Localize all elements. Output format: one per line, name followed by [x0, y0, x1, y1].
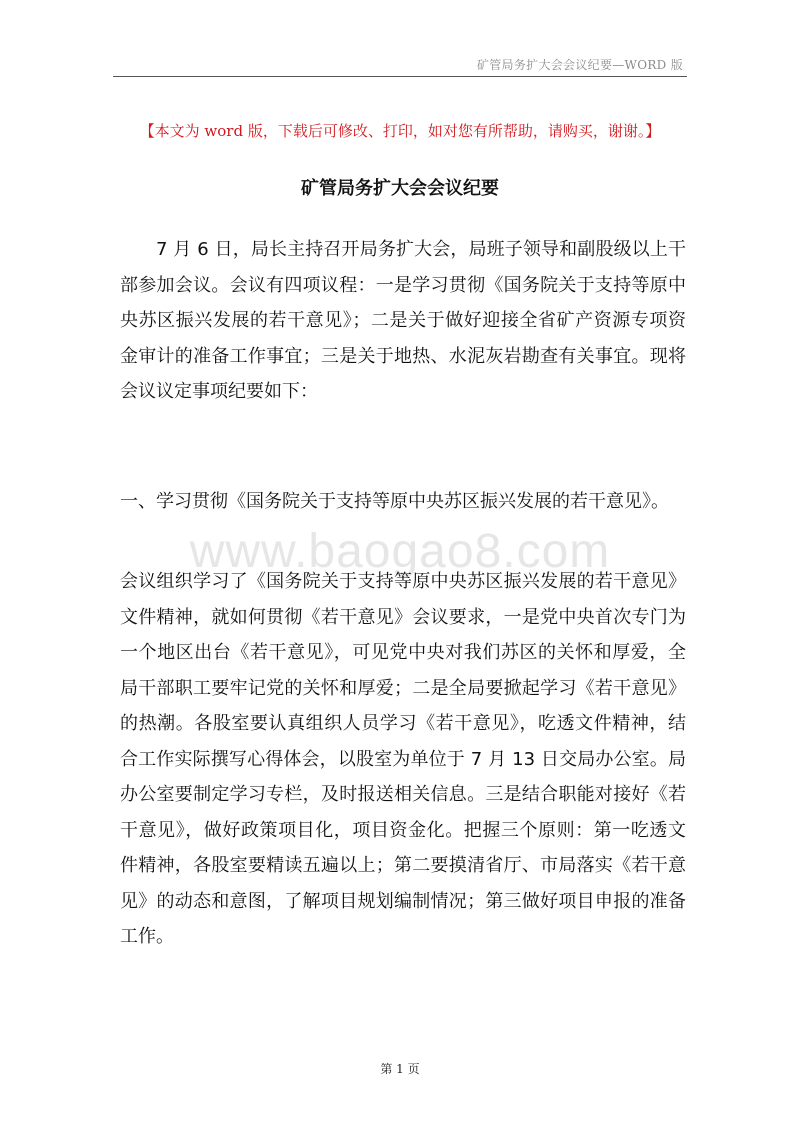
- document-title: 矿管局务扩大会会议纪要: [301, 178, 499, 199]
- intro-paragraph: 7 月 6 日，局长主持召开局务扩大会，局班子领导和副股级以上干部参加会议。会议有四项议程：一是学习贯彻《国务院关于支持等原中央苏区振兴发展的若干意见》；二是关于做好迎接全省矿产资源专项资金审计的准备工作事宜；三是关于地热、水泥灰岩勘查有关事宜。现将会议议定事项纪要如下：: [120, 239, 686, 402]
- watermark: www.baogao8.com: [189, 525, 611, 578]
- running-header: 矿管局务扩大会会议纪要—WORD 版: [476, 58, 683, 72]
- purchase-notice: 【本文为 word 版，下载后可修改、打印，如对您有所帮助，请购买，谢谢。】: [139, 122, 661, 140]
- page-number: 第 1 页: [380, 1062, 420, 1076]
- header-divider: [113, 76, 687, 77]
- body-paragraph: 会议组织学习了《国务院关于支持等原中央苏区振兴发展的若干意见》文件精神，就如何贯彻《若干意见》会议要求，一是党中央首次专门为一个地区出台《若干意见》，可见党中央对我们苏区的关怀和厚爱，全局干部职工要牢记党的关怀和厚爱；二是全局要掀起学习《若干意见》的热潮。各股室要认真组织人员学习《若干意见》，吃透文件精神，结合工作实际撰写心得体会，以股室为单位于 7 月 13 日交局办公室。局办公室要制定学习专栏，及时报送相关信息。三是结合职能对接好《若干意见》，做好政策项目化，项目资金化。把握三个原则：第一吃透文件精神，各股室要精读五遍以上；第二要摸清省厅、市局落实《若干意见》的动态和意图，了解项目规划编制情况；第三做好项目申报的准备工作。: [120, 571, 686, 947]
- section-heading-1: 一、学习贯彻《国务院关于支持等原中央苏区振兴发展的若干意见》。: [120, 491, 669, 512]
